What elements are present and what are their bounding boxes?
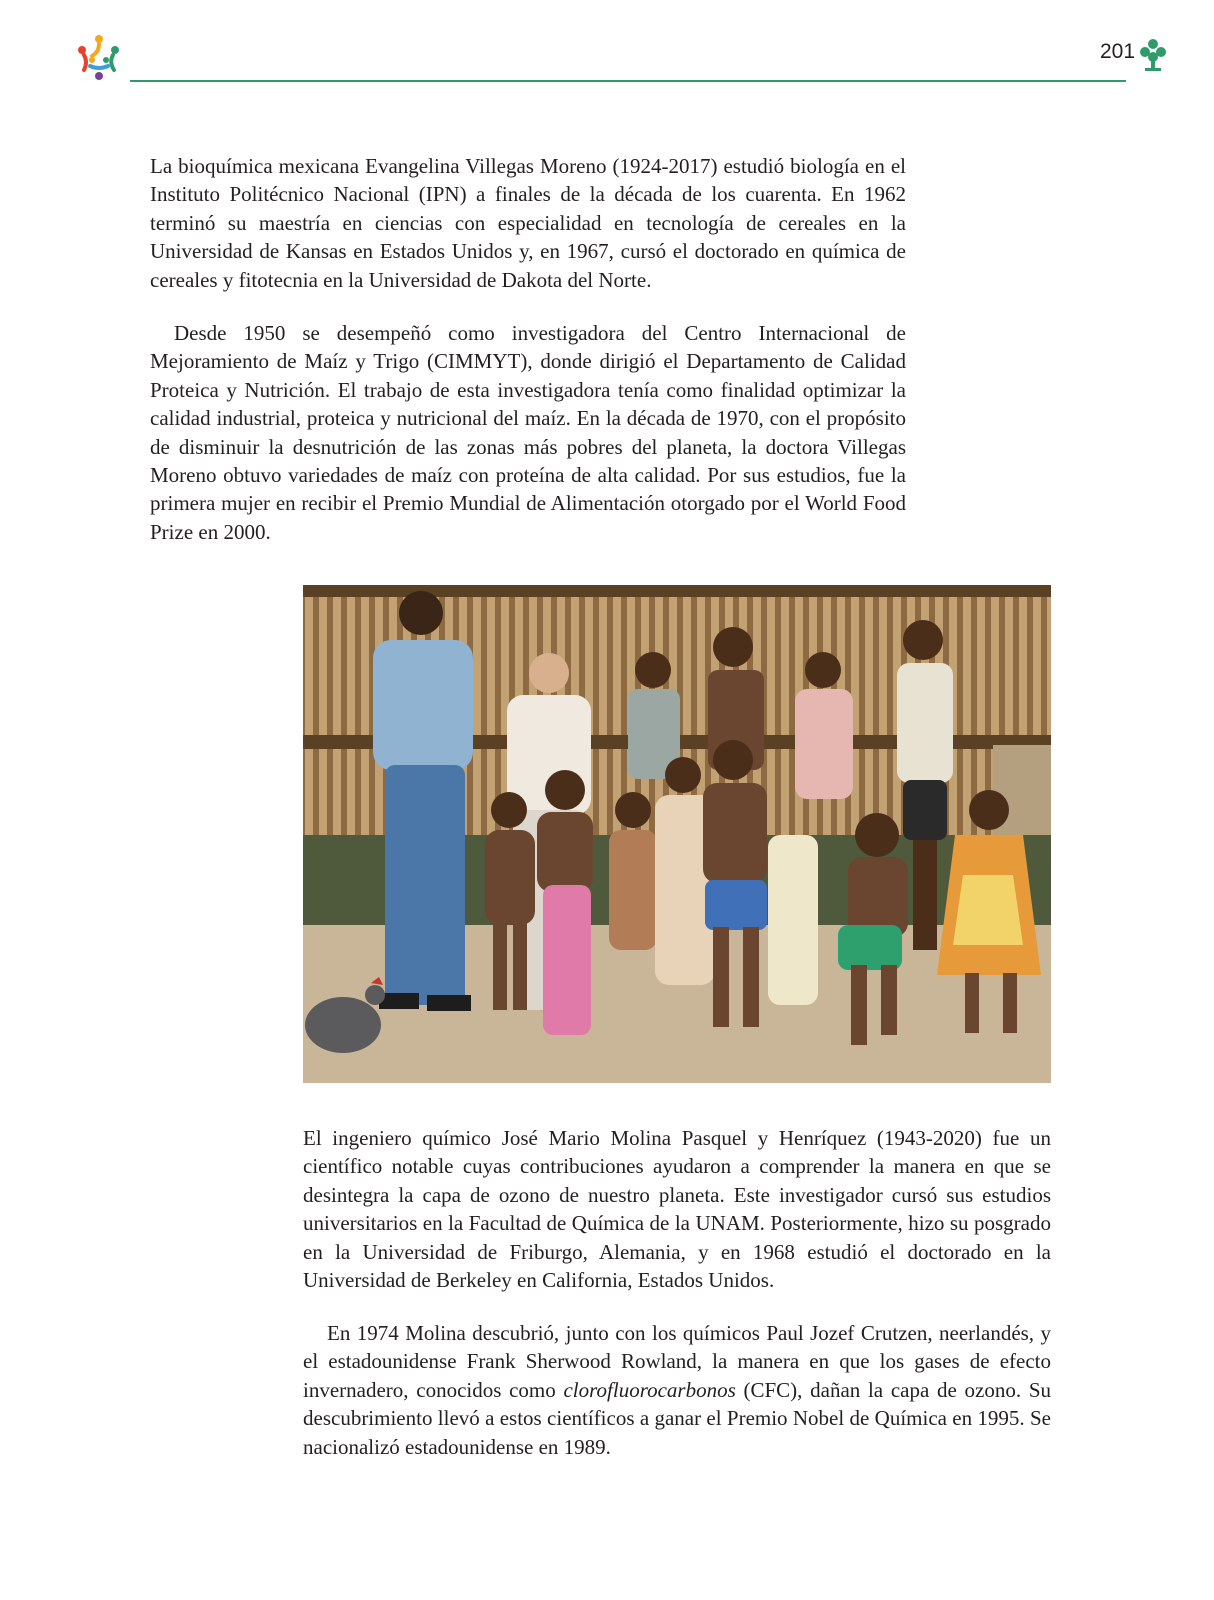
colorful-people-circle-logo-icon	[70, 30, 128, 88]
paragraph-villegas-biography: La bioquímica mexicana Evangelina Villegas Moreno (1924-2017) estudió biología en el Instituto Politécnico Nacional (IPN) a finales de la década de los cuarenta. En 1962 terminó su maestría en ciencias con especialidad en tecnología de cereales en la Universidad de Kansas en Estados Unidos y, en 1967, cursó el doctorado en química de cereales y fitotecnia en la Universidad de Dakota del Norte.	[150, 154, 906, 292]
paragraph-molina-discovery: En 1974 Molina descubrió, junto con los químicos Paul Jozef Crutzen, neerlandés, y el estadounidense Frank Sherwood Rowland, la manera en que los gases de efecto invernadero, conocidos como clorofluorocarbonos (CFC), dañan la capa de ozono. Su descubrimiento llevó a estos científicos a ganar el Premio Nobel de Química en 1995. Se nacionalizó estadounidense en 1989.	[303, 1321, 1052, 1459]
header-rule	[130, 80, 1126, 82]
group-photo-icon	[303, 585, 1051, 1083]
paragraph-villegas-research: Desde 1950 se desempeñó como investigadora del Centro Internacional de Mejoramiento de Maíz y Trigo (CIMMYT), donde dirigió el Departamento de Calidad Proteica y Nutrición. El trabajo de esta investigadora tenía como finalidad optimizar la calidad industrial, proteica y nutricional del maíz. En la década de 1970, con el propósito de disminuir la desnutrición de las zonas más pobres del planeta, la doctora Villegas Moreno obtuvo variedades de maíz con proteína de alta calidad. Por sus estudios, fue la primera mujer en recibir el Premio Mundial de Alimentación otorgado por el World Food Prize en 2000.	[150, 321, 906, 544]
green-plant-glyph-icon	[1138, 38, 1168, 72]
page-number: 201	[1100, 40, 1136, 63]
paragraph-molina-biography: El ingeniero químico José Mario Molina Pasquel y Henríquez (1943-2020) fue un científico notable cuyas contribuciones ayudaron a comprender la manera en que se desintegra la capa de ozono de nuestro planeta. Este investigador cursó sus estudios universitarios en la Facultad de Química de la UNAM. Posteriormente, hizo su posgrado en la Universidad de Friburgo, Alemania, y en 1968 estudió el doctorado en la Universidad de Berkeley en California, Estados Unidos.	[303, 1126, 1051, 1293]
